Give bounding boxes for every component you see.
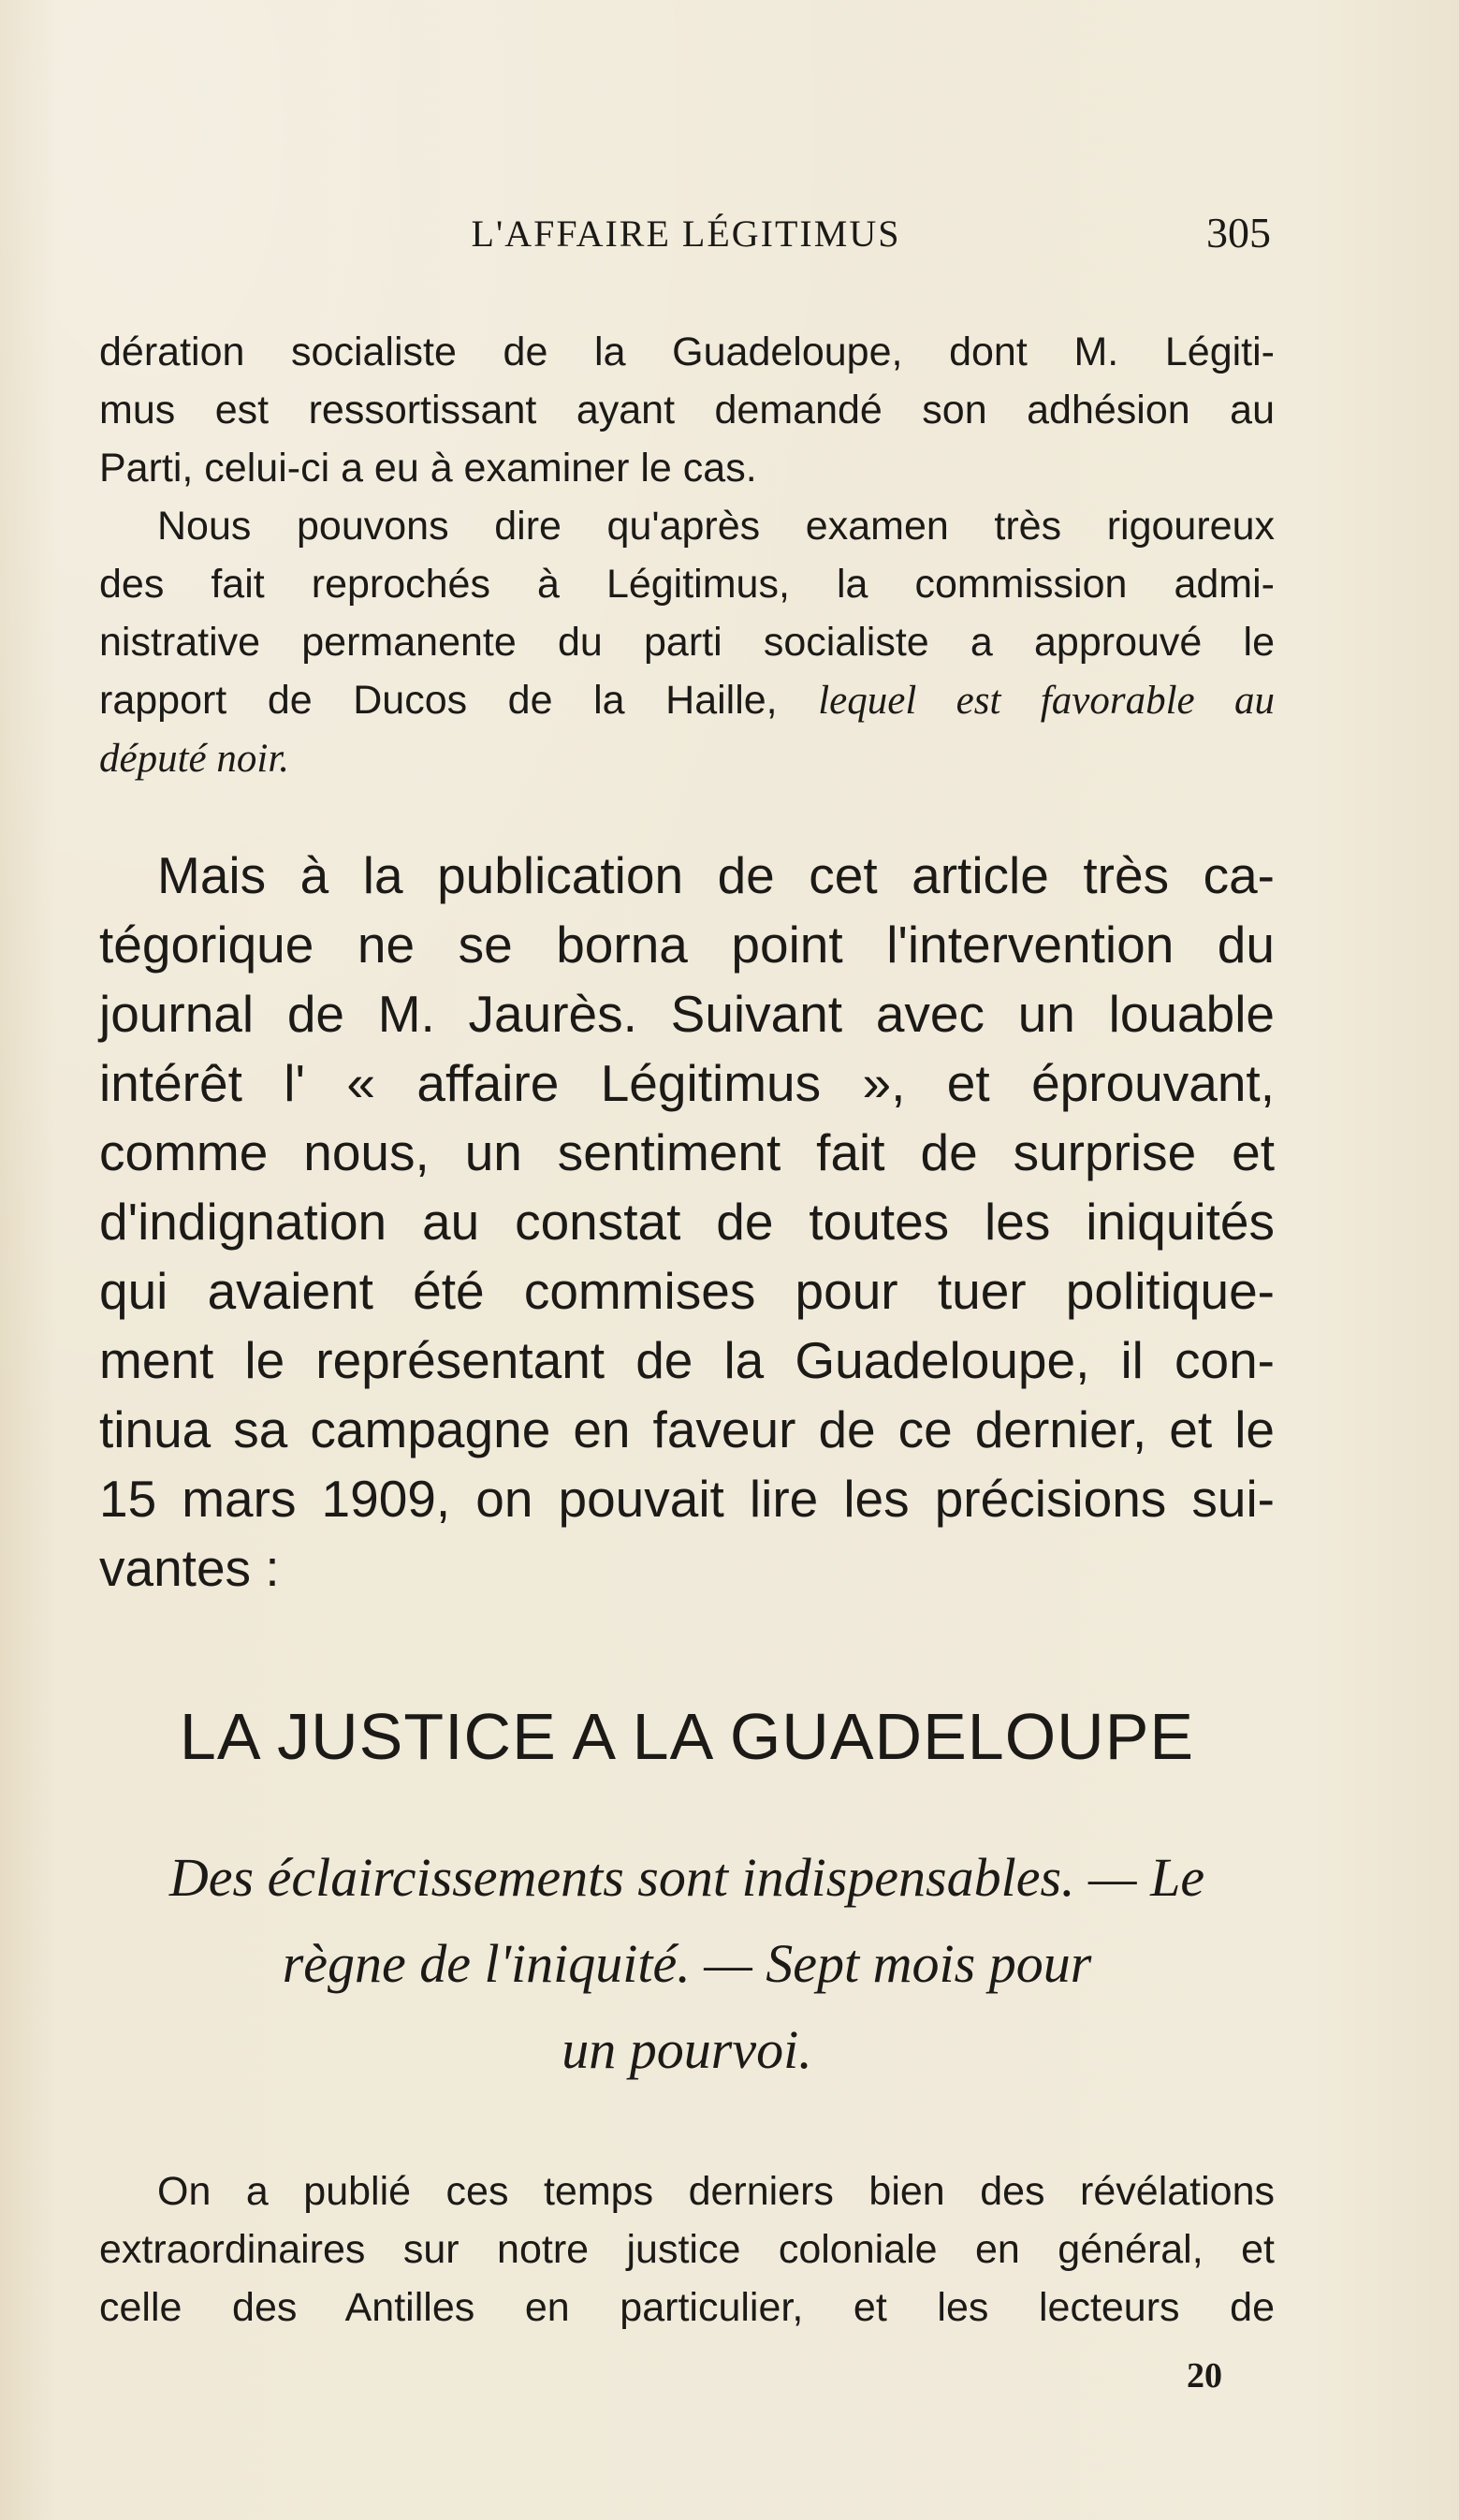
text-line: 15 mars 1909, on pouvait lire les précisions sui-	[99, 1470, 1275, 1528]
text-line-mixed	[99, 671, 1275, 730]
text-line: d'indignation au constat de toutes les iniquités	[99, 1193, 1275, 1251]
text-line: On a publié ces temps derniers bien des révélations	[157, 2169, 1275, 2214]
text-line: tégorique ne se borna point l'intervention du	[99, 916, 1275, 974]
page-number: 305	[1206, 209, 1271, 256]
subheadline-line: un pourvoi.	[562, 2019, 812, 2080]
running-header	[101, 208, 1271, 264]
paragraph-3	[99, 841, 1275, 1603]
running-title: L'AFFAIRE LÉGITIMUS	[471, 212, 901, 255]
text-line: Mais à la publication de cet article très ca-	[157, 846, 1275, 904]
subheadline-line: Des éclaircissements sont indispensables. — Le	[168, 1847, 1205, 1908]
text-line: vantes :	[99, 1539, 280, 1597]
italic-text-line: député noir.	[99, 737, 290, 781]
text-line: tinua sa campagne en faveur de ce dernier, et le	[99, 1400, 1275, 1458]
text-line: extraordinaires sur notre justice coloniale en général, et	[99, 2227, 1275, 2272]
subheadline-line: règne de l'iniquité. — Sept mois pour	[282, 1933, 1092, 1994]
text-line: intérêt l' « affaire Légitimus », et éprouvant,	[99, 1054, 1275, 1112]
text-line: journal de M. Jaurès. Suivant avec un louable	[99, 985, 1275, 1043]
text-line: des fait reprochés à Légitimus, la commission admi-	[99, 562, 1275, 607]
text-line: ment le représentant de la Guadeloupe, il con-	[99, 1331, 1275, 1389]
text-line: qui avaient été commises pour tuer politique-	[99, 1262, 1275, 1320]
text-line: Parti, celui-ci a eu à examiner le cas.	[99, 446, 757, 491]
text-line: Nous pouvons dire qu'après examen très rigoureux	[157, 504, 1275, 549]
italic-text-run: lequel est favorable au	[818, 679, 1275, 723]
text-run: rapport de Ducos de la Haille,	[99, 678, 778, 723]
paragraph-2	[99, 497, 1275, 788]
text-line: dération socialiste de la Guadeloupe, dont M. Légiti-	[99, 330, 1275, 374]
paragraph-1	[99, 323, 1275, 497]
text-line: comme nous, un sentiment fait de surprise et	[99, 1123, 1275, 1181]
signature-mark: 20	[1187, 2356, 1222, 2395]
text-line: nistrative permanente du parti socialiste a approuvé le	[99, 620, 1275, 665]
paragraph-4	[99, 2162, 1275, 2337]
text-line: celle des Antilles en particulier, et les lecteurs de	[99, 2285, 1275, 2330]
section-subheadline	[99, 1835, 1275, 2093]
text-line: mus est ressortissant ayant demandé son adhésion au	[99, 388, 1275, 432]
section-headline: LA JUSTICE A LA GUADELOUPE	[179, 1700, 1195, 1773]
